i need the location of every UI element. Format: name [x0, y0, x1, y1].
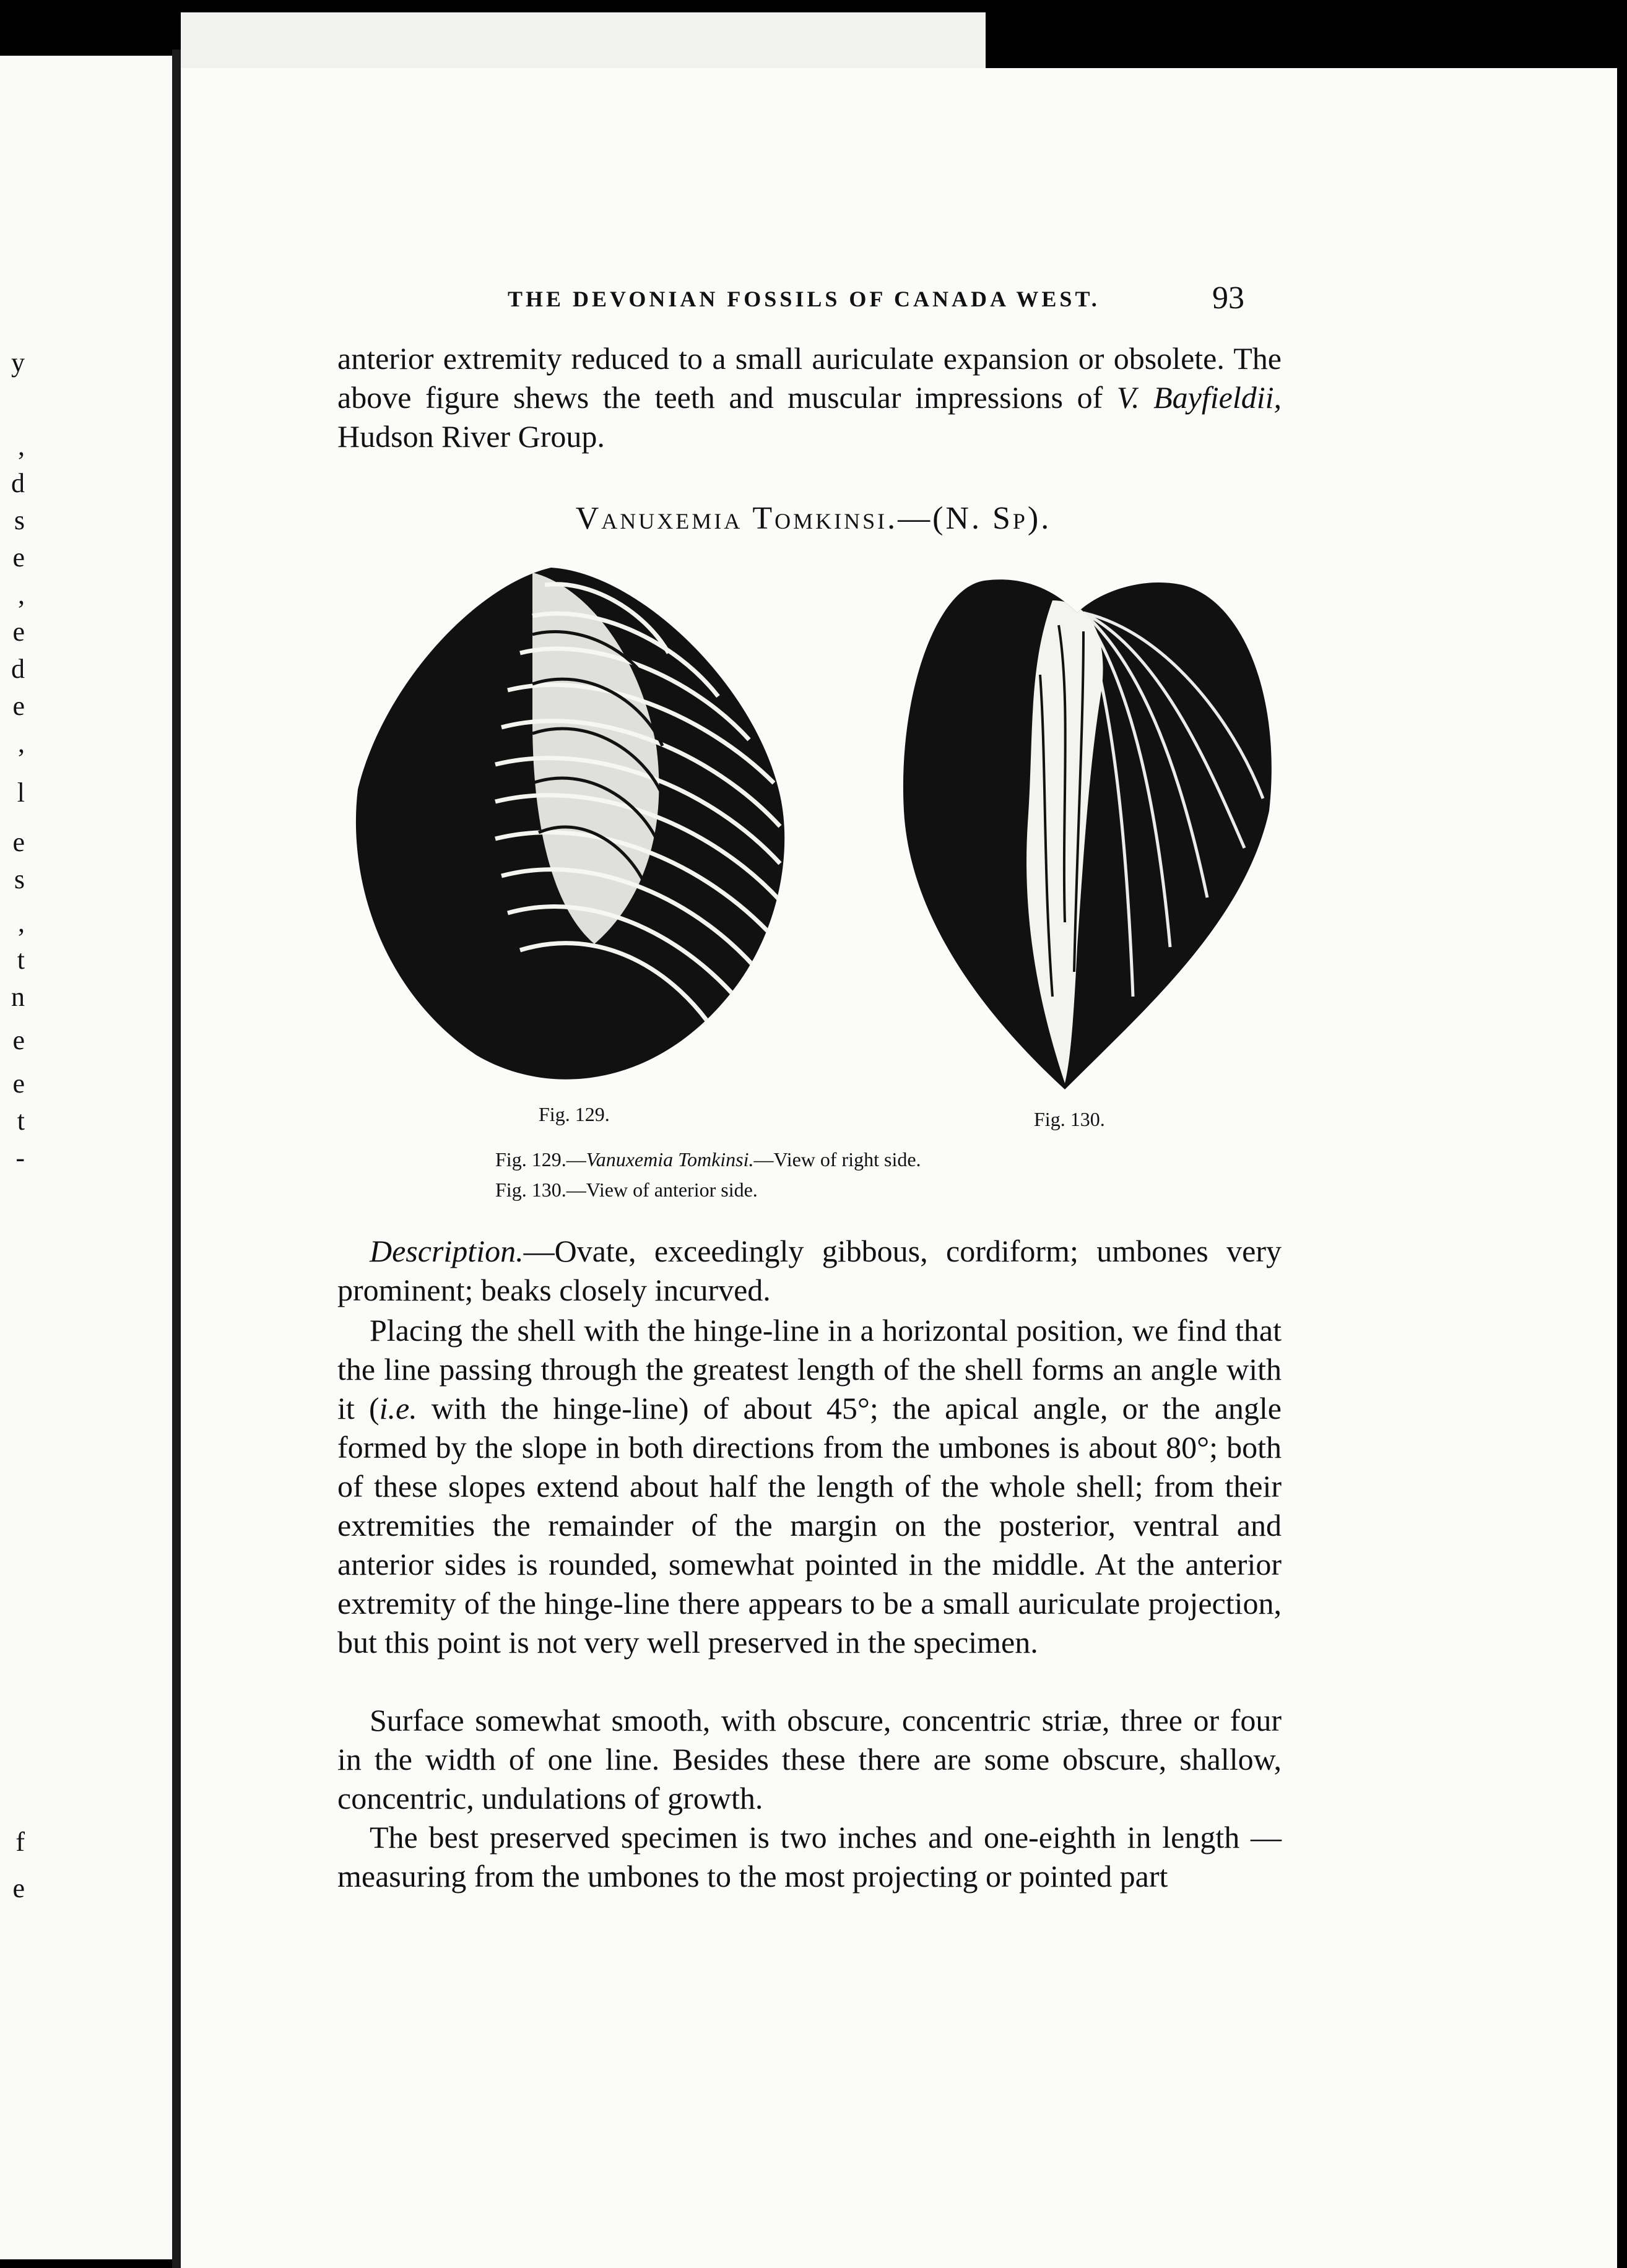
edge-letter: e: [12, 1025, 25, 1055]
edge-letter: ,: [18, 431, 25, 461]
fig-130-label: Fig. 130.: [1034, 1108, 1105, 1130]
fig-130-shell-illustration: [898, 576, 1282, 1096]
page-number: 93: [1212, 280, 1244, 316]
figure-caption-130: Fig. 130.—View of anterior side.: [495, 1179, 758, 1201]
edge-letter: ,: [18, 728, 25, 758]
paragraph-text-end: with the hinge-line) of about 45°; the apical angle, or the angle formed by the slope in both directions from the umbones is about 80°; both of these slopes extend about half the length of the whole shell; from their extremities the remainder of the margin on the posterior, ventral and anterior sides is rounded, somewhat pointed in the middle. At the anterior extremity of the hinge-line there appears to be a small auriculate projection, but this point is not very well preserved in the specimen.: [337, 1391, 1282, 1660]
edge-letter: e: [12, 1873, 25, 1903]
running-head: THE DEVONIAN FOSSILS OF CANADA WEST.: [508, 287, 1100, 311]
edge-letter: n: [11, 982, 25, 1012]
abbreviation-ie: i.e.: [379, 1391, 417, 1426]
caption-suffix: —View of right side.: [753, 1148, 921, 1171]
edge-letter: e: [12, 1068, 25, 1099]
intro-text-end: Hudson River Group.: [337, 419, 605, 454]
edge-letter: -: [15, 1143, 25, 1173]
intro-text: anterior extremity reduced to a small auriculate expansion or obsolete. The above figure shews the teeth and muscular impressions of: [337, 341, 1282, 415]
intro-paragraph: [337, 339, 1282, 456]
edge-letter: ,: [18, 907, 25, 938]
description-text: —Ovate, exceedingly gibbous, cordiform; umbones very prominent; beaks closely incurved.: [337, 1234, 1282, 1307]
page-beneath-strip: [181, 12, 986, 71]
plate-title: Vanuxemia Tomkinsi.—(N. Sp).: [575, 501, 1052, 536]
edge-letter: l: [17, 777, 25, 808]
edge-letter: e: [12, 542, 25, 573]
edge-letter: d: [11, 654, 25, 684]
edge-letter: ,: [18, 579, 25, 610]
edge-letter: e: [12, 691, 25, 721]
left-page: [0, 56, 172, 2259]
body-paragraph-2: [337, 1311, 1282, 1662]
edge-letter: e: [12, 827, 25, 857]
body-paragraph-4: The best preserved specimen is two inches and one-eighth in length —measuring from the umbones to the most projecting or pointed part: [337, 1820, 1282, 1894]
figure-caption-129: [495, 1148, 921, 1171]
edge-letter: t: [17, 945, 25, 975]
species-name: V. Bayfieldii,: [1116, 380, 1282, 415]
fig-129-label: Fig. 129.: [539, 1103, 610, 1125]
edge-letter: s: [14, 505, 25, 535]
edge-letter: e: [12, 617, 25, 647]
paragraph-text: Placing the shell with the hinge-line in a horizontal position, we find that the line passing through the greatest length of the shell forms an angle with it (: [337, 1313, 1282, 1426]
edge-letter: d: [11, 468, 25, 498]
caption-species: Vanuxemia Tomkinsi.: [586, 1148, 754, 1171]
caption-prefix: Fig. 129.—: [495, 1148, 586, 1171]
body-paragraph-3: Surface somewhat smooth, with obscure, concentric striæ, three or four in the width of one line. Besides these there are some obscure, shallow, concentric, undulations of growth.: [337, 1703, 1282, 1816]
description-label: Description.: [370, 1234, 524, 1268]
description-paragraph: [337, 1232, 1282, 1310]
fig-129-shell-illustration: [347, 560, 792, 1093]
edge-letter: y: [11, 347, 25, 378]
edge-letter: f: [15, 1827, 25, 1857]
edge-letter: t: [17, 1106, 25, 1136]
edge-letter: s: [14, 864, 25, 894]
book-gutter: [172, 50, 181, 2268]
